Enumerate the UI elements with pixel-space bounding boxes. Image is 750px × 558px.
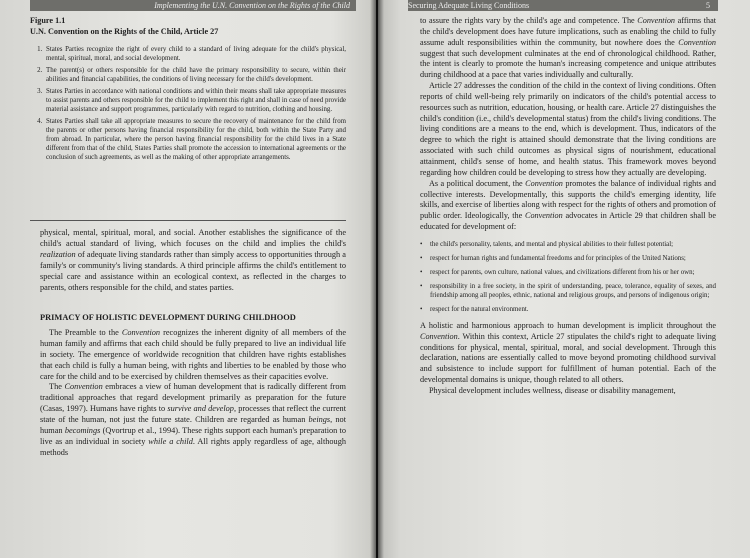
figure-item: 1. States Parties recognize the right of every child to a standard of living adequate for the child's physical, mental, spiritual, moral, and social development. bbox=[44, 45, 346, 63]
book-gutter bbox=[370, 0, 384, 558]
right-paragraph-1: to assure the rights vary by the child's age and competence. The Convention affirms that the child's development does have future implications, such as enabling the child to fully assume adult responsibilities within the community, but nowhere does the Convention suggest that such development culminates at the end of chronological childhood. Rather, the intent is clearly to promote the human's increasing competence and unique attributes during childhood at a pace that varies individually and culturally. bbox=[420, 16, 716, 80]
figure-rule bbox=[30, 220, 346, 221]
article-29-list bbox=[420, 240, 716, 314]
left-running-head: Implementing the U.N. Convention on the Rights of the Child bbox=[30, 0, 356, 11]
left-paragraph-3: The Convention embraces a view of human development that is radically different from traditional approaches that regard development primarily as preparation for the future (Casas, 1997). Humans have rights to survive and develop, processes that reflect the current state of the human, not just the future state. Children are regarded as human beings, not human becomings (Qvortrup et al., 1994). These rights support each human's preparation to live as an individual in society while a child. All rights apply regardless of age, although methods bbox=[40, 382, 347, 457]
figure-item: 4. States Parties shall take all appropriate measures to secure the recovery of maintenance for the child from the parents or other persons having financial responsibility for the child, both within the State Party and from abroad. In particular, where the person having financial responsibility for the child lives in a State different from that of the child, States Parties shall promote the accession to international agreements or the conclusion of such agreements, as well as the making of other appropriate arrangements. bbox=[44, 117, 346, 162]
section-heading: PRIMACY OF HOLISTIC DEVELOPMENT DURING CHILDHOOD bbox=[40, 313, 296, 323]
left-paragraph-2: The Preamble to the Convention recognizes the inherent dignity of all members of the human family and affirms that each child should be fully prepared to live an individual life in society. The emergence of worldwide recognition that children have rights establishes that each child is fully a human being, with rights and liberties to be enabled by those who care for the child and to be exercised by children themselves as their capacities evolve. bbox=[40, 327, 346, 381]
right-paragraph-3: As a political document, the Convention promotes the balance of individual rights and collective interests. Developmentally, this supports the child's emerging identity, life skills, and exercise of liberties along with respect for the rights of others and promotion of public order. Ideologically, the Convention advocates in Article 29 that children shall be educated for development of: bbox=[420, 178, 716, 232]
right-paragraph-4: A holistic and harmonious approach to human development is implicit throughout the Convention. Within this context, Article 27 stipulates the child's right to adequate living conditions for physical, mental, spiritual, moral, and social development. Through this declaration, nations are essentially called to move beyond promoting childhood survival and subsistence to include support for fulfillment of human potential. Each of the developmental domains is unique, though related to all others. bbox=[420, 320, 716, 385]
right-paragraph-2: Article 27 addresses the condition of the child in the context of living conditions. Often reports of child well-being rely primarily on indicators of the child's potential access to resources such as nutrition, education, housing, or health care. Article 27 distinguishes the child's condition (i.e., child's developmental status) from the child's living conditions. The living conditions are a means to the end, which is development. Thus, indicators of the degree to which the right is attained should demonstrate that the living conditions are associated with such child outcomes as physical signs of nourishment, educational attainment, child's sense of home, and health status. This framework moves beyond regarding how children could be developing to stress how they actually are developing. bbox=[420, 81, 716, 177]
figure-item: 2. The parent(s) or others responsible for the child have the primary responsibility to secure, within their abilities and financial capabilities, the conditions of living necessary for the child's development. bbox=[44, 66, 346, 84]
right-body-text bbox=[420, 16, 716, 397]
figure-item: 3. States Parties in accordance with national conditions and within their means shall take appropriate measures to assist parents and others responsible for the child to implement this right and shall in case of need provide material assistance and support programmes, particularly with regard to nutrition, clothing and housing. bbox=[44, 87, 346, 114]
figure-title: U.N. Convention on the Rights of the Child, Article 27 bbox=[30, 26, 219, 36]
list-item: • respect for human rights and fundamental freedoms and for principles of the United Nations; bbox=[420, 254, 716, 263]
figure-number: Figure 1.1 bbox=[30, 16, 66, 25]
right-running-head bbox=[408, 0, 718, 11]
left-paragraph-1: physical, mental, spiritual, moral, and social. Another establishes the significance of the child's actual standard of living, which focuses on the child and implies the child's realization of adequate living standards rather than simply access to opportunities through a family's or community's living standards. A third principle affirms the child's entitlement to special care and assistance within an ecological context, as reflected in the charges to parents, others responsible for the child, and states parties. bbox=[40, 228, 346, 292]
figure-box bbox=[30, 16, 346, 165]
left-body-text bbox=[40, 228, 346, 459]
list-item: • respect for the natural environment. bbox=[420, 305, 716, 314]
right-page bbox=[378, 0, 750, 558]
right-running-head-title: Securing Adequate Living Conditions bbox=[408, 1, 530, 10]
right-paragraph-5: Physical development includes wellness, disease or disability management, bbox=[429, 385, 676, 395]
figure-list bbox=[30, 45, 346, 162]
page-number: 5 bbox=[706, 1, 710, 10]
list-item: • responsibility in a free society, in the spirit of understanding, peace, tolerance, equality of sexes, and friendship among all peoples, ethnic, national and religious groups, and persons of indigenous origin; bbox=[420, 282, 716, 300]
list-item: • the child's personality, talents, and mental and physical abilities to their fullest potential; bbox=[420, 240, 716, 249]
list-item: • respect for parents, own culture, national values, and civilizations different from his or her own; bbox=[420, 268, 716, 277]
